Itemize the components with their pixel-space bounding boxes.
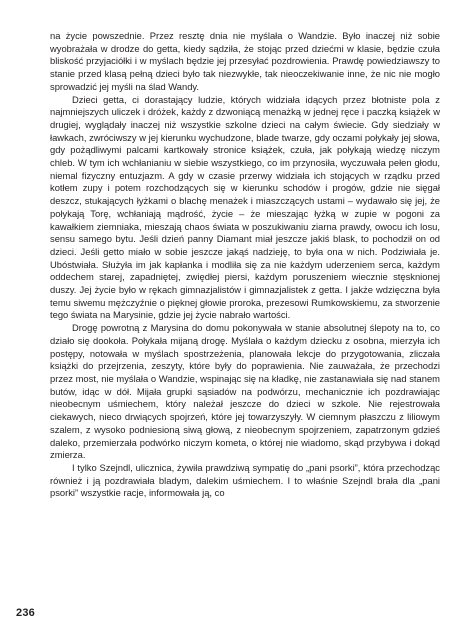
paragraph-1: na życie powszednie. Przez resztę dnia nie myślała o Wandzie. Było inaczej niż sobie wyobrażała w drodze do getta, kiedy sądziła, że stojąc przed dziećmi w klasie, będzie czuła bliskość przyjaciółki i w myślach będzie jej przesyłać pozdrowienia. Prawdę powiedziawszy to stanie przed klasą pełną dzieci było tak niezwykłe, tak nieoczekiwanie inne, że nic nie mogło sprowadzić jej myśli na ślad Wandy.: [50, 30, 440, 92]
page-number: 236: [16, 607, 35, 619]
body-text: [50, 30, 440, 500]
paragraph-3: Drogę powrotną z Marysina do domu pokonywała w stanie absolutnej ślepoty na to, co działo się dookoła. Połykała mijaną drogę. Myślała o każdym dziecku z osobna, mierzyła ich postępy, notowała w myślach spostrzeżenia, planowała lekcje do przygotowania, zliczała książki do przejrzenia, zeszyty, które były do poprawienia. Nie zauważała, że przechodzi przez most, nie myślała o Wandzie, wspinając się na kładkę, nie zastanawiała się nad stanem butów, idąc w dół. Mijała grupki sąsiadów na podwórzu, mechanicznie ich pozdrawiając nieobecnym uśmiechem, który należał jeszcze do dzieci w szkole. Nie rejestrowała ciekawych, nieco drwiących spojrzeń, które jej towarzyszyły. W ciemnym płaszczu z liliowym szalem, z wysoko podniesioną siwą głową, z nieobecnym spojrzeniem, zapatrzonym gdzieś daleko, przemierzała podwórko niczym kometa, o której nie wiadomo, skąd przybywa i dokąd zmierza.: [50, 322, 440, 461]
paragraph-2: Dzieci getta, ci dorastający ludzie, których widziała idących przez błotniste pola z najmniejszych uliczek i dróżek, każdy z dzwoniącą menażką w jednej ręce i paczką książek w drugiej, wyglądały inaczej niż wszystkie szkolne dzieci na całym świecie. Gdy siedziały w ławkach, zwróciwszy w jej kierunku wychudzone, blade twarze, gdy oczami połykały jej słowa, gdy pożądliwymi palcami kartkowały stronice książek, czuła, jak połykają wiedzę niczym chleb. W tym ich wchłanianiu w siebie wszystkiego, co im przynosiła, wyczuwała pełen głodu, niemal fizyczny entuzjazm. A gdy w czasie przerwy widziała ich stojących w rządku przed kotłem zupy i potem rozchodzących się w kierunku schodów i progów, gdzie nie sięgał deszcz, stukających łyżkami o blachę menażek i miaszczących ustami – wydawało się jej, że połykają Torę, wchłaniają mądrość, życie – że mieszając łyżką w zupie w pogoni za kawałkiem ziemniaka, mieszają chaos świata w poszukiwaniu ziarna prawdy, owocu ich losu, sensu samego bytu. Jeśli dzień panny Diamant miał jeszcze jakiś blask, to pochodził on od dzieci. Jeśli getto miało w sobie jeszcze jakąś nadzieję, to była ona w nich. Podziwiała je. Ubóstwiała. Służyła im jak kapłanka i modliła się za nie każdym uderzeniem serca, każdym oddechem starej, zapadniętej, zwiędłej piersi, każdym poruszeniem wiecznie stęsknionej duszy. Jej życie było w rękach gimnazjalistów i gimnazjalistek z getta. I jakże wdzięczna była temu siwemu mężczyźnie o pięknej głowie proroka, prezesowi Rumkowskiemu, za stworzenie tego świata na Marysinie, gdzie jej życie nabrało wartości.: [50, 93, 440, 321]
paragraph-4: I tylko Szejndl, ulicznica, żywiła prawdziwą sympatię do „pani psorki”, która przechodząc również i ją pozdrawiała bladym, dalekim uśmiechem. I to właśnie Szejndl brała dla „pani psorki” wszystkie racje, informowała ją, co: [50, 461, 440, 499]
